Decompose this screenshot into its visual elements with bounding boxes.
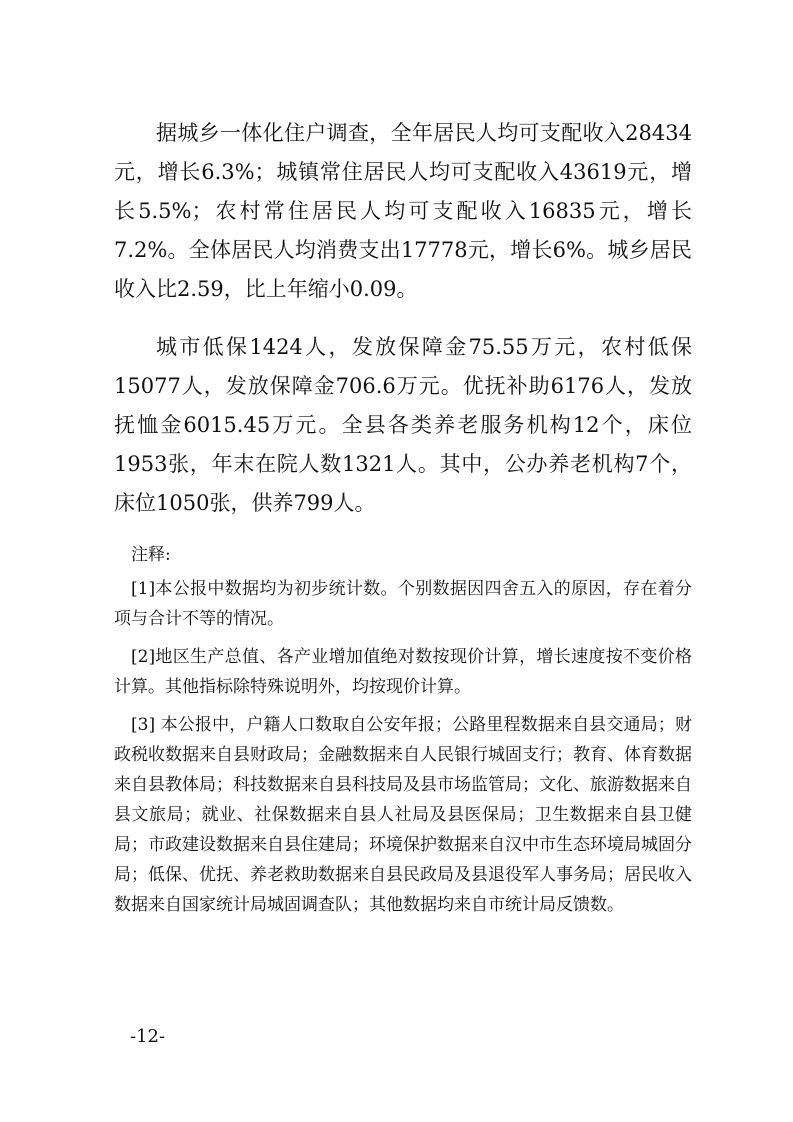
income-paragraph: 据城乡一体化住户调查，全年居民人均可支配收入28434元，增长6.3%；城镇常住居民人均可支配收入43619元，增长5.5%；农村常住居民人均可支配收入16835元，增长7.2%。全体居民人均消费支出17778元，增长6%。城乡居民收入比2.59，比上年缩小0.09。 xyxy=(114,121,692,301)
social-security-paragraph: 城市低保1424人，发放保障金75.55万元，农村低保15077人，发放保障金706.6万元。优抚补助6176人，发放抚恤金6015.45万元。全县各类养老服务机构12个，床位1953张，年末在院人数1321人。其中，公办养老机构7个，床位1050张，供养799人。 xyxy=(114,335,692,515)
note-item-2: [2]地区生产总值、各产业增加值绝对数按现价计算，增长速度按不变价格计算。其他指标除特殊说明外，均按现价计算。 xyxy=(114,647,692,697)
page-number: -12- xyxy=(130,1026,166,1047)
notes-section xyxy=(114,540,692,928)
notes-title: 注释: xyxy=(131,545,171,565)
note-item-1: [1]本公报中数据均为初步统计数。个别数据因四舍五入的原因，存在着分项与合计不等的情况。 xyxy=(114,579,692,629)
note-item-3: [3] 本公报中，户籍人口数取自公安年报；公路里程数据来自县交通局；财政税收数据来自县财政局；金融数据来自人民银行城固支行；教育、体育数据来自县教体局；科技数据来自县科技局及县市场监管局；文化、旅游数据来自县文旅局；就业、社保数据来自县人社局及县医保局；卫生数据来自县卫健局；市政建设数据来自县住建局；环境保护数据来自汉中市生态环境局城固分局；低保、优抚、养老救助数据来自县民政局及县退役军人事务局；居民收入数据来自国家统计局城固调查队；其他数据均来自市统计局反馈数。 xyxy=(114,715,692,915)
